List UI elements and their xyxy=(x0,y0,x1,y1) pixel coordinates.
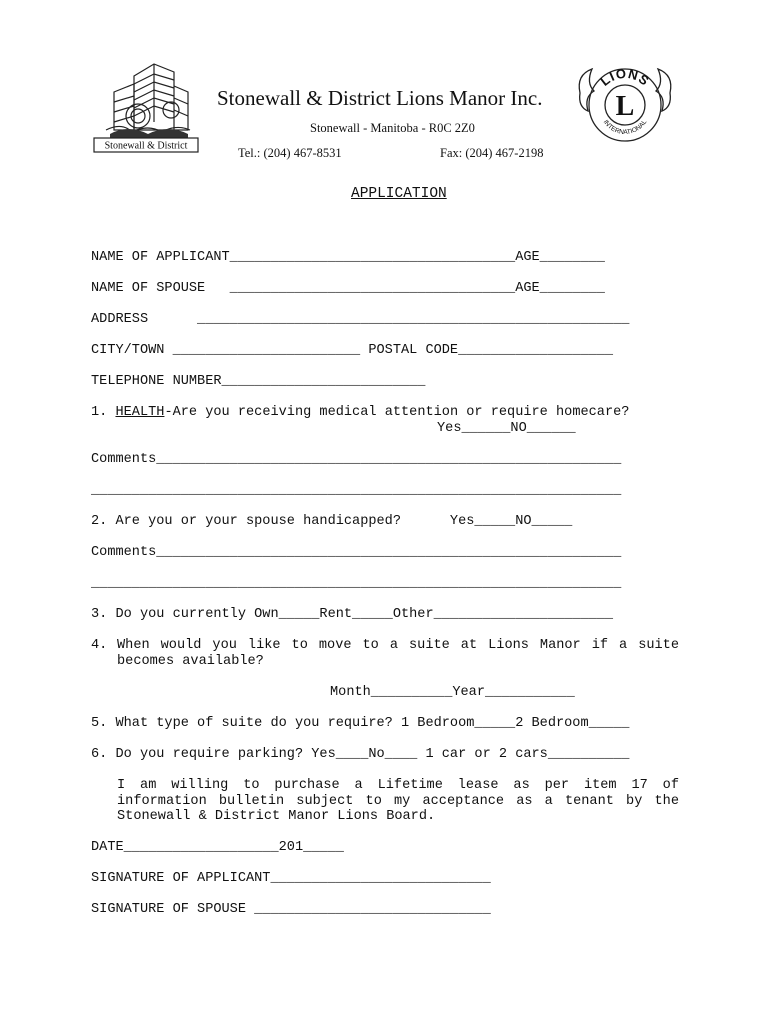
question-handicapped[interactable]: 2. Are you or your spouse handicapped? Yes_____NO_____ xyxy=(91,514,573,529)
question-move-text: When would you like to move to a suite at Lions Manor if a suite becomes available? xyxy=(117,638,679,669)
question-parking[interactable]: 6. Do you require parking? Yes____No____ 1 car or 2 cars__________ xyxy=(91,747,630,762)
logo-letter: L xyxy=(615,91,635,122)
health-question-text: -Are you receiving medical attention or require homecare? xyxy=(164,405,630,420)
organization-telephone: Tel.: (204) 467-8531 xyxy=(238,146,342,160)
move-date-field[interactable]: Month__________Year___________ xyxy=(330,685,575,700)
spouse-signature-field[interactable]: SIGNATURE OF SPOUSE _____________________________ xyxy=(91,902,491,917)
comments-field-1[interactable]: Comments_________________________________________________________ xyxy=(91,452,622,467)
question-number: 1. xyxy=(91,405,116,420)
organization-fax: Fax: (204) 467-2198 xyxy=(440,146,544,160)
address-field[interactable]: ADDRESS _____________________________________________________ xyxy=(91,312,630,327)
city-postal-field[interactable]: CITY/TOWN _______________________ POSTAL CODE___________________ xyxy=(91,343,614,358)
comments-blank-line-2[interactable]: _________________________________________________________________ xyxy=(91,576,622,591)
spouse-name-field[interactable]: NAME OF SPOUSE ___________________________________AGE________ xyxy=(91,281,605,296)
telephone-field[interactable]: TELEPHONE NUMBER_________________________ xyxy=(91,374,426,389)
organization-location: Stonewall - Manitoba - R0C 2Z0 xyxy=(310,121,475,135)
lions-international-logo xyxy=(574,53,676,153)
question-health xyxy=(91,405,629,420)
applicant-name-field[interactable]: NAME OF APPLICANT___________________________________AGE________ xyxy=(91,250,605,265)
applicant-signature-field[interactable]: SIGNATURE OF APPLICANT___________________________ xyxy=(91,871,491,886)
manor-building-logo xyxy=(92,58,202,158)
question-move-number: 4. xyxy=(91,638,108,653)
comments-blank-line-1[interactable]: _________________________________________________________________ xyxy=(91,483,622,498)
health-label: HEALTH xyxy=(115,405,165,420)
form-title: APPLICATION xyxy=(351,186,447,202)
logo-caption: Stonewall & District xyxy=(104,140,188,152)
date-field[interactable]: DATE___________________201_____ xyxy=(91,840,344,855)
logo-international-text: INTERNATIONAL xyxy=(601,118,649,137)
organization-name: Stonewall & District Lions Manor Inc. xyxy=(217,86,543,110)
question-suite-type[interactable]: 5. What type of suite do you require? 1 Bedroom_____2 Bedroom_____ xyxy=(91,716,630,731)
health-yes-no-field[interactable]: Yes______NO______ xyxy=(437,421,576,436)
lease-statement: I am willing to purchase a Lifetime lease as per item 17 of information bulletin subject to my acceptance as a tenant by the Stonewall & District Manor Lions Board. xyxy=(117,778,679,824)
logo-lions-text: LIONS xyxy=(597,65,653,89)
question-ownership[interactable]: 3. Do you currently Own_____Rent_____Other______________________ xyxy=(91,607,614,622)
comments-field-2[interactable]: Comments_________________________________________________________ xyxy=(91,545,622,560)
